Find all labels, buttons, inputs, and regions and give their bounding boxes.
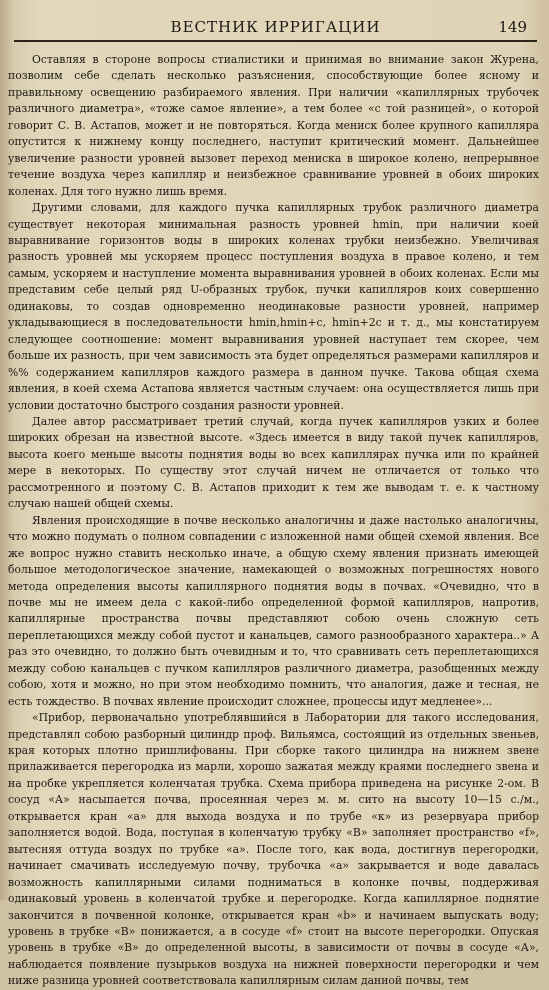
article-body — [8, 52, 539, 988]
paragraph: «Прибор, первоначально употреблявшийся в Лаборатории для такого исследования, представлял собою разборный цилиндр проф. Вильямса, состоящий из отдельных звеньев, края которых плотно пришлифованы. При сборке такого цилиндра на нижнем звене прилаживается перегородка из марли, хорошо зажатая между краями последнего звена и на пробке укрепляется коленчатая трубка. Схема прибора приведена на рисунке 2-ом. В сосуд «А» насыпается почва, просеянная через м. м. сито на высоту 10—15 с./м., открывается кран «а» для выхода воздуха и по трубе «к» из резервуара прибор заполняется водой. Вода, поступая в коленчатую трубку «В» заполняет пространство «f», вытесняя оттуда воздух по трубке «а». После того, как вода, достигнув перегородки, начинает смачивать исследуемую почву, трубочка «а» закрывается и воде давалась возможность капиллярными силами подниматься в колонке почвы, поддерживая одинаковый уровень в коленчатой трубке и перегородке. Когда капиллярное поднятие закончится в почвенной колонке, открывается кран «b» и начинаем выпускать воду; уровень в трубке «В» понижается, а в сосуде «f» стоит на высоте перегородки. Опуская уровень в трубке «В» до определенной высоты, в зависимости от почвы в сосуде «А», наблюдается появление пузырьков воздуха на нижней поверхности перегородки и чем ниже разница уровней соответствовала капиллярным силам данной почвы, тем — [8, 711, 539, 988]
paragraph: Оставляя в стороне вопросы стиалистики и принимая во внимание закон Журена, позволим себе сделать несколько разъяснения, способствующие более ясному и правильному освещению разбираемого явления. При наличии «капиллярных трубочек различного диаметра», «тоже самое явление», а тем более «с той разницей», о которой говорит С. В. Астапов, может и не повторяться. Когда мениск более крупного капилляра опустится к нижнему концу последнего, наступит критический момент. Дальнейшее увеличение разности уровней вызовет переход мениска в широкое колено, непрерывное течение воздуха через капилляр и неизбежное сравнивание уровней в обоих широких коленах. Для того нужно лишь время. — [8, 53, 539, 198]
journal-title: ВЕСТНИК ИРРИГАЦИИ — [170, 18, 381, 36]
paragraph: Далее автор рассматривает третий случай, когда пучек капилляров узких и более широких обрезан на известной высоте. «Здесь имеется в виду такой пучек капилляров, высота коего меньше высоты поднятия воды во всех капиллярах пучка или по крайней мере в некоторых. По существу этот случай ничем не отличается от только что рассмотренного и поэтому С. В. Астапов приходит к тем же выводам т. е. к частному случаю нашей общей схемы. — [8, 414, 539, 511]
page-header — [14, 14, 537, 42]
paragraph: Явления происходящие в почве несколько аналогичны и даже настолько аналогичны, что можно подумать о полном совпадении с изложенной нами общей схемой явления. Все же вопрос нужно ставить несколько иначе, а общую схему явления признать имеющей большое методологическое значение, намекающей о возможных погрешностях нового метода определения высоты капиллярного поднятия воды в почвах. «Очевидно, что в почве мы не имеем дела с какой-либо определенной формой капилляров, напротив, капиллярные пространства почвы представляют собою очень сложную сеть переплетающихся между собой пустот и канальцев, самого разнообразного характера..» А раз это очевидно, то должно быть очевидным и то, что сравнивать сеть переплетающихся между собою канальцев с пучком капилляров различного диаметра, разобщенных между собою, хотя и можно, но при этом необходимо помнить, что аналогия, даже и тесная, не есть тождество. В почвах явление происходит сложнее, процессы идут медленее»... — [8, 513, 539, 708]
page-number: 149 — [498, 18, 527, 36]
paragraph: Другими словами, для каждого пучка капиллярных трубок различного диаметра существует некоторая минимальная разность уровней hmin, при наличии коей выравнивание горизонтов воды в широких коленах трубки неизбежно. Увеличивая разность уровней мы ускоряем процесс поступления воздуха в правое колено, и тем самым, ускоряем и наступление момента выравнивания уровней в обоих коленах. Если мы представим себе целый ряд U-образных трубок, пучки капилляров коих совершенно одинаковы, то создав одновременно неодинаковые разности уровней, например укладывающиеся в последовательности hmin,hmin+c, hmin+2c и т. д., мы констатируем следующее соотношение: момент выравнивания уровней наступает тем скорее, чем больше их разность, при чем зависимость эта будет определяться размерами капилляров и %% содержанием капилляров каждого размера в данном пучке. Такова общая схема явления, в коей схема Астапова является частным случаем: она осуществляется лишь при условии достаточно быстрого создания разности уровней. — [8, 201, 539, 412]
